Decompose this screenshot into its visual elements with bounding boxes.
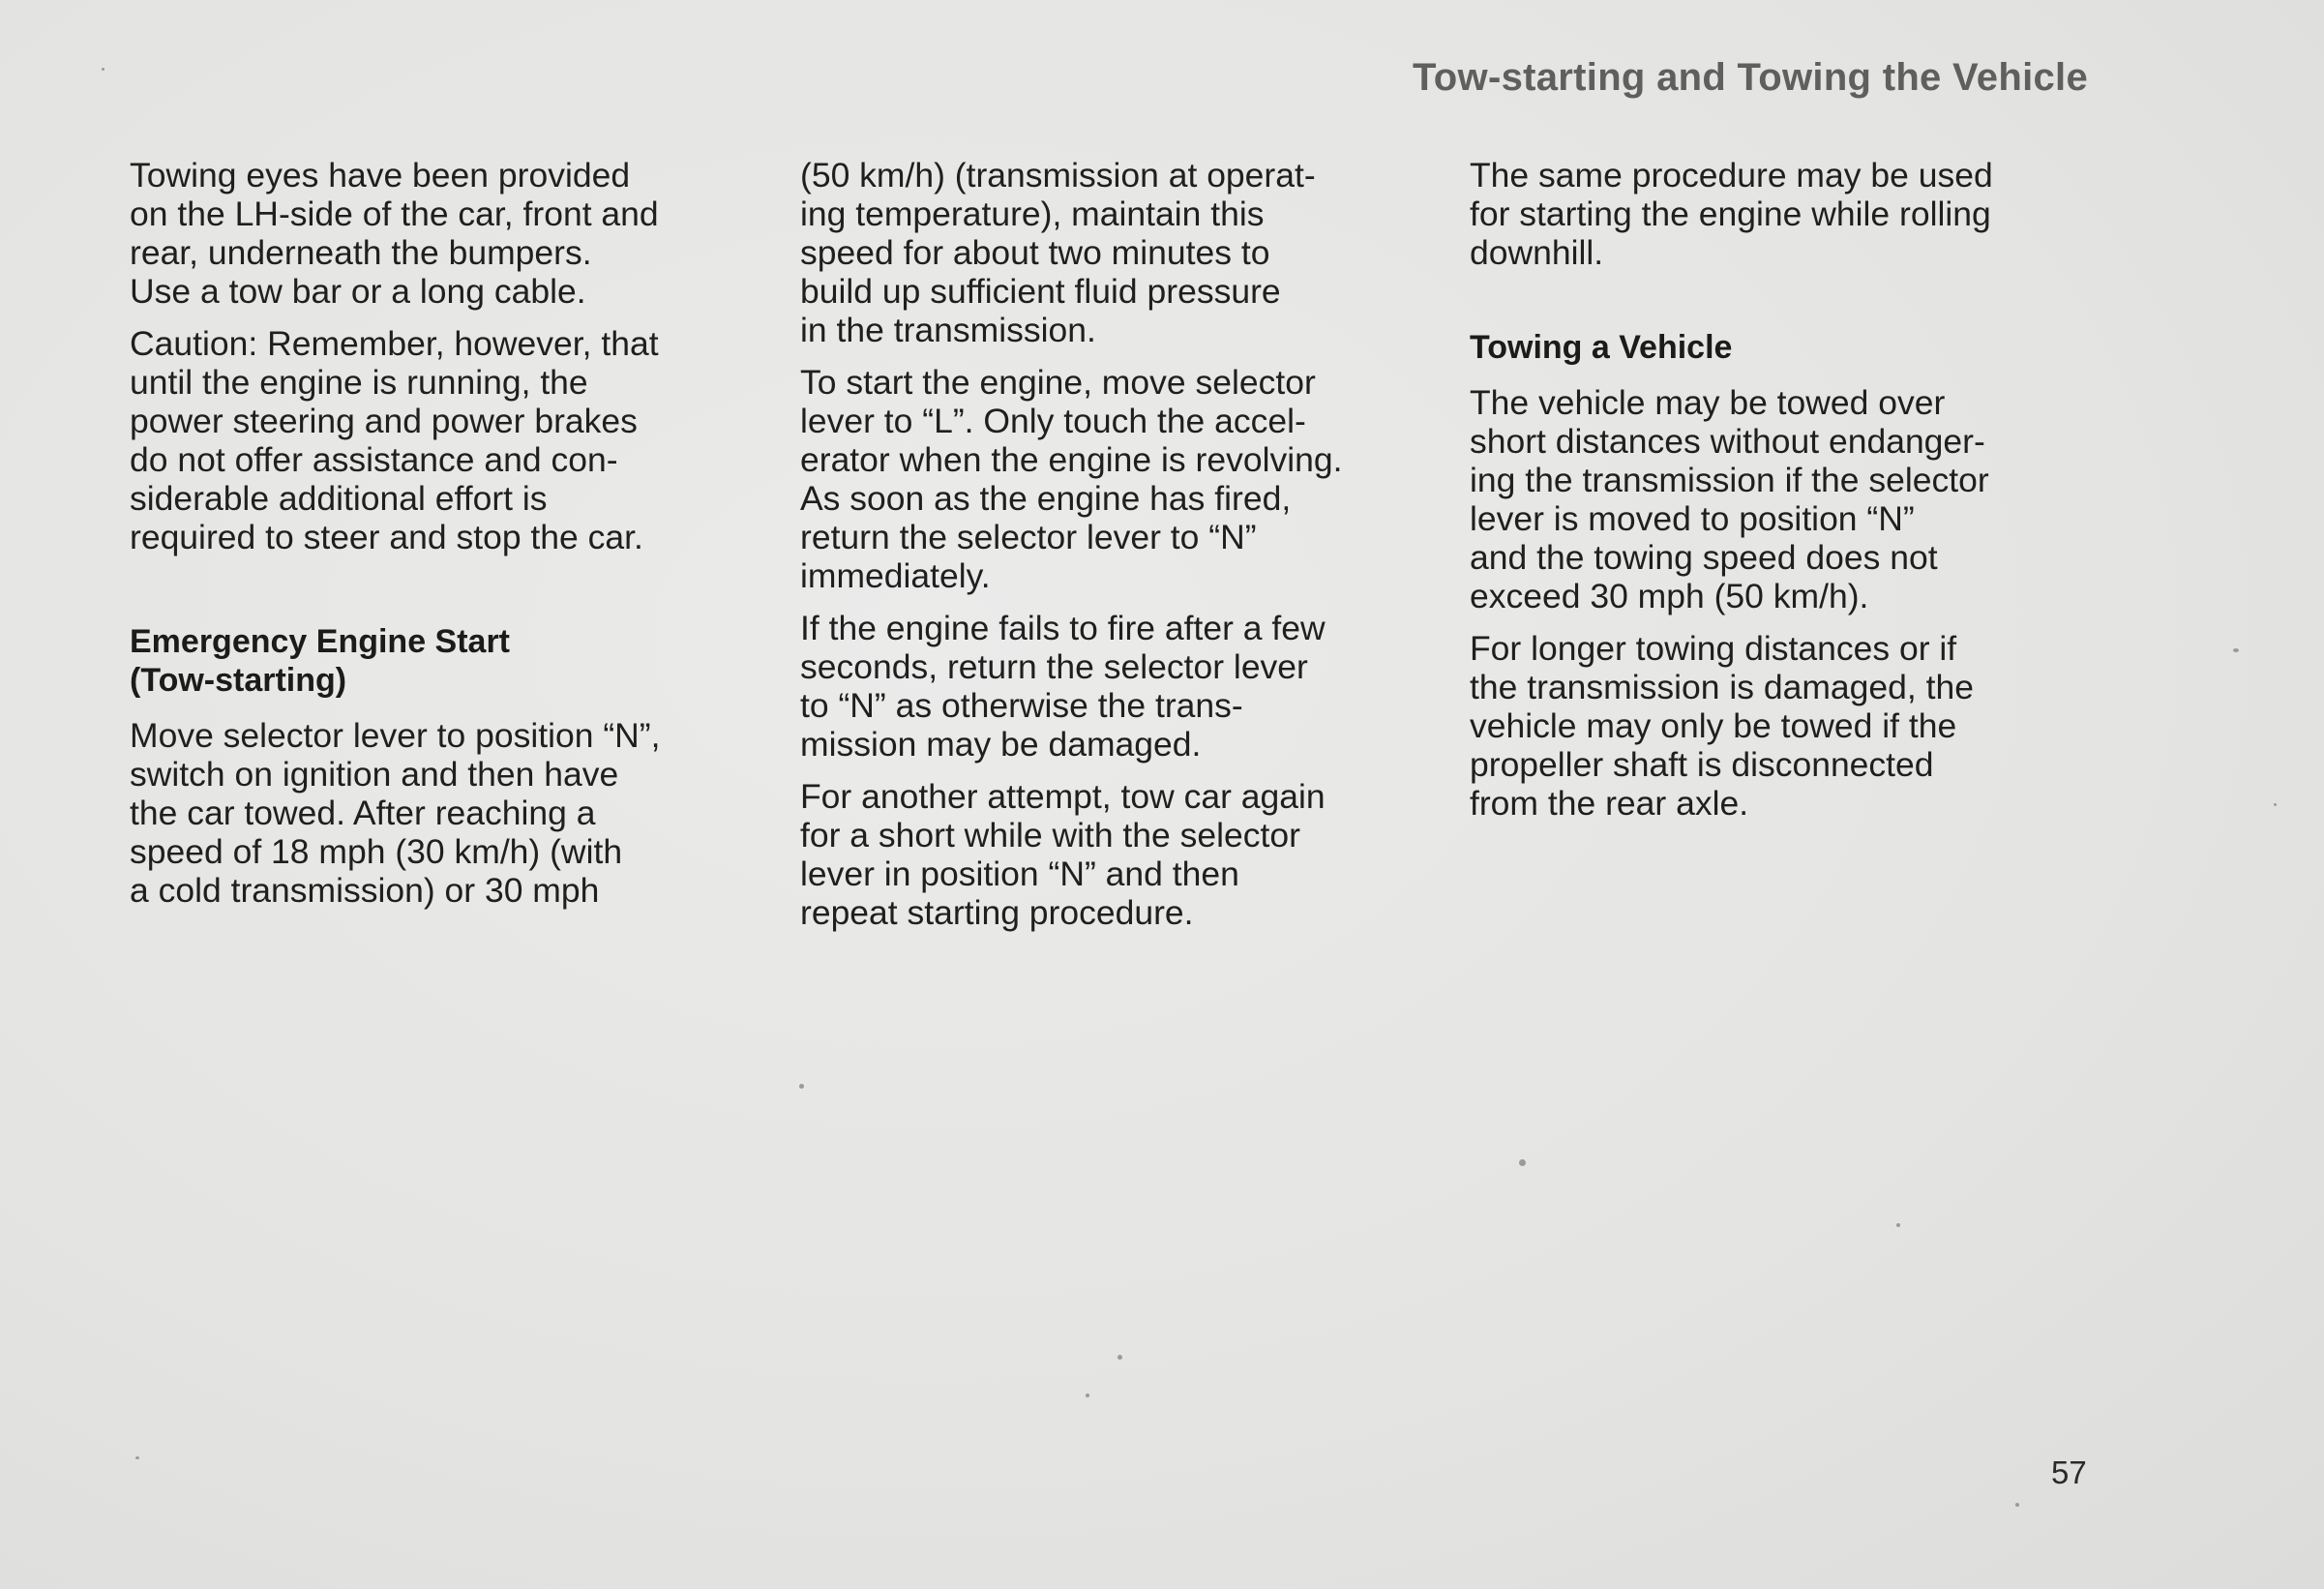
paper-speck bbox=[2015, 1503, 2019, 1507]
heading-emergency-engine-start: Emergency Engine Start (Tow-starting) bbox=[130, 623, 511, 699]
paragraph-towing-eyes: Towing eyes have been provided on the LH-side of the car, front and rear, underneath the bumpers. Use a tow bar or a long cable. bbox=[130, 156, 659, 311]
heading-towing-a-vehicle: Towing a Vehicle bbox=[1470, 329, 1733, 366]
text-column-1 bbox=[130, 156, 749, 923]
paragraph-longer-distances: For longer towing distances or if the transmission is damaged, the vehicle may only be towed if the propeller shaft is disconnected from the rear axle. bbox=[1470, 629, 1974, 823]
paper-speck bbox=[2233, 648, 2239, 652]
text-column-3 bbox=[1470, 156, 2089, 836]
paper-speck bbox=[1519, 1159, 1526, 1166]
text-column-2 bbox=[800, 156, 1419, 945]
paragraph-rolling-downhill: The same procedure may be used for starting the engine while rolling downhill. bbox=[1470, 156, 1993, 272]
paragraph-another-attempt: For another attempt, tow car again for a short while with the selector lever in position “N” and then repeat starting procedure. bbox=[800, 777, 1326, 932]
paper-speck bbox=[135, 1456, 139, 1459]
paragraph-short-distances: The vehicle may be towed over short distances without endanger- ing the transmission if the selector lever is moved to position “N” and the towing speed does not exceed 30 mph (50 km/h). bbox=[1470, 383, 1989, 615]
paragraph-start-engine: To start the engine, move selector lever to “L”. Only touch the accel- erator when the engine is revolving. As soon as the engine has fired, return the selector lever to “N” immediately. bbox=[800, 363, 1343, 595]
paragraph-tow-start-procedure: Move selector lever to position “N”, switch on ignition and then have the car towed. After reaching a speed of 18 mph (30 km/h) (with a cold transmission) or 30 mph bbox=[130, 716, 661, 910]
paragraph-engine-fails: If the engine fails to fire after a few seconds, return the selector lever to “N” as otherwise the trans- mission may be damaged. bbox=[800, 609, 1326, 764]
paper-speck bbox=[1117, 1355, 1122, 1360]
running-head-title: Tow-starting and Towing the Vehicle bbox=[1413, 56, 2088, 99]
paragraph-fluid-pressure: (50 km/h) (transmission at operat- ing temperature), maintain this speed for about two minutes to build up sufficient fluid pressure in the transmission. bbox=[800, 156, 1316, 349]
paper-speck bbox=[102, 68, 104, 71]
paper-speck bbox=[1896, 1223, 1900, 1227]
paper-speck bbox=[2274, 803, 2277, 806]
paper-speck bbox=[799, 1084, 804, 1089]
paper-speck bbox=[1086, 1394, 1089, 1397]
page-number: 57 bbox=[2051, 1454, 2087, 1490]
paragraph-caution: Caution: Remember, however, that until the engine is running, the power steering and power brakes do not offer assistance and con- siderable additional effort is required to steer and stop the car. bbox=[130, 324, 659, 556]
